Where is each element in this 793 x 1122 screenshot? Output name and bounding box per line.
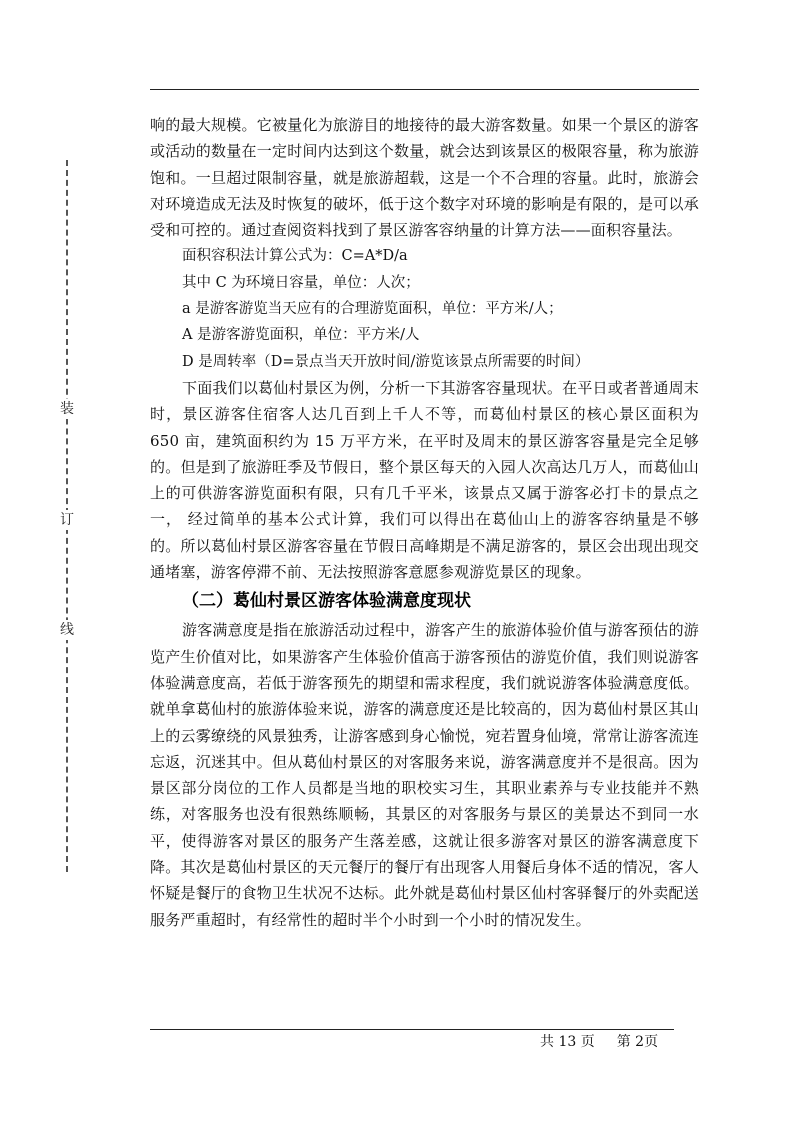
- footer-rule: [150, 1029, 674, 1030]
- binding-mark-ding: 订: [60, 512, 74, 528]
- document-body: [150, 112, 699, 933]
- paragraph-satisfaction: 游客满意度是指在旅游活动过程中，游客产生的旅游体验价值与游客预估的游览产生价值对比，如果游客产生体验价值高于游客预估的游览价值，我们则说游客体验满意度高，若低于游客预先的期望和需求程度，我们就说游客体验满意度低。就单拿葛仙村的旅游体验来说，游客的满意度还是比较高的，因为葛仙村景区其山上的云雾缭绕的风景独秀，让游客感到身心愉悦，宛若置身仙境，常常让游客流连忘返，沉迷其中。但从葛仙村景区的对客服务来说，游客满意度并不是很高。因为景区部分岗位的工作人员都是当地的职校实习生，其职业素养与专业技能并不熟练，对客服务也没有很熟练顺畅，其景区的对客服务与景区的美景达不到同一水平，使得游客对景区的服务产生落差感，这就让很多游客对景区的游客满意度下降。其次是葛仙村景区的天元餐厅的餐厅有出现客人用餐后身体不适的情况，客人怀疑是餐厅的食物卫生状况不达标。此外就是葛仙村景区仙村客驿餐厅的外卖配送服务严重超时，有经常性的超时半个小时到一个小时的情况发生。: [150, 621, 699, 929]
- page-footer: [540, 1032, 658, 1052]
- formula-line: D 是周转率（D=景点当天开放时间/游览该景点所需要的时间）: [182, 353, 590, 370]
- section-heading: （二）葛仙村景区游客体验满意度现状: [182, 591, 471, 612]
- total-pages: 共 13 页: [540, 1034, 595, 1050]
- formula-line: 面积容积法计算公式为：C=A*D/a: [182, 248, 408, 265]
- header-rule: [150, 89, 699, 90]
- paragraph-capacity-definition: 响的最大规模。它被量化为旅游目的地接待的最大游客数量。如果一个景区的游客或活动的数量在一定时间内达到这个数量，就会达到该景区的极限容量，称为旅游饱和。一旦超过限制容量，就是旅游超载，这是一个不合理的容量。此时，旅游会对环境造成无法及时恢复的破坏，低于这个数字对环境的影响是有限的，是可以承受和可控的。通过查阅资料找到了景区游客容纳量的计算方法——面积容量法。: [150, 116, 699, 240]
- formula-line: a 是游客游览当天应有的合理游览面积，单位：平方米/人；: [182, 301, 563, 318]
- formula-line: 其中 C 为环境日容量，单位：人次；: [182, 274, 420, 291]
- formula-block: [150, 243, 699, 374]
- paragraph-capacity-analysis: 下面我们以葛仙村景区为例，分析一下其游客容量现状。在平日或者普通周末时，景区游客住宿客人达几百到上千人不等，而葛仙村景区的核心景区面积为 650 亩，建筑面积约为 15 万平方米，在平时及周末的景区游客容量是完全足够的。但是到了旅游旺季及节假日，整个景区每天的入园人次高达几万人，而葛仙山上的可供游客游览面积有限，只有几千平米，该景点又属于游客必打卡的景点之一， 经过简单的基本公式计算，我们可以得出在葛仙山上的游客容纳量是不够的。所以葛仙村景区游客容量在节假日高峰期是不满足游客的，景区会出现出现交通堵塞，游客停滞不前、无法按照游客意愿参观游览景区的现象。: [150, 378, 699, 582]
- binding-mark-zhuang: 装: [60, 401, 74, 417]
- current-page: 第 2页: [616, 1034, 659, 1050]
- binding-mark-xian: 线: [60, 622, 74, 638]
- formula-line: A 是游客游览面积，单位：平方米/人: [182, 327, 420, 344]
